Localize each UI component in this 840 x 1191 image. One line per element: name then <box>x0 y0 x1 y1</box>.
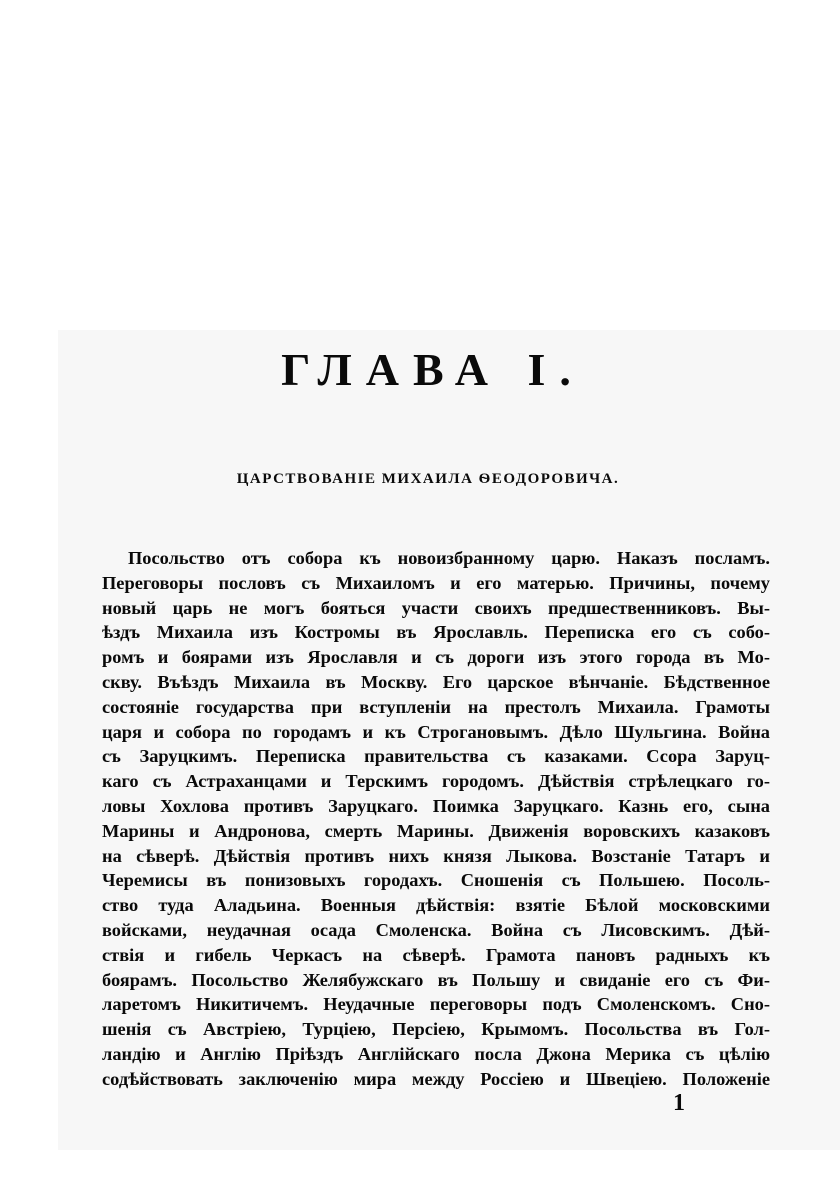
summary-line: Черемисы въ понизовыхъ городахъ. Сношенія съ Польшею. Посоль- <box>102 870 770 891</box>
summary-line: ловы Хохлова противъ Заруцкаго. Поимка Заруцкаго. Казнь его, сына <box>102 795 770 816</box>
summary-line: новый царь не могъ бояться участи своихъ предшественниковъ. Вы- <box>102 597 770 618</box>
summary-line: ѣздъ Михаила изъ Костромы въ Ярославль. Переписка его съ собо- <box>102 622 770 643</box>
summary-line: Марины и Андронова, смерть Марины. Движенія воровскихъ казаковъ <box>102 820 770 841</box>
summary-line: Посольство отъ собора къ новоизбранному царю. Наказъ посламъ. <box>128 548 770 568</box>
summary-line: ромъ и боярами изъ Ярославля и съ дороги изъ этого города въ Мо- <box>102 647 770 668</box>
summary-line: ландію и Англію Пріѣздъ Англійскаго посла Джона Мерика съ цѣлію <box>102 1043 770 1064</box>
summary-line: содѣйствовать заключенію мира между Россіею и Швеціею. Положеніе <box>102 1068 770 1089</box>
page-number: 1 <box>673 1090 685 1116</box>
chapter-summary <box>102 546 770 1092</box>
chapter-subtitle: ЦАРСТВОВАНІЕ МИХАИЛА ѲЕОДОРОВИЧА. <box>236 471 620 487</box>
summary-line: царя и собора по городамъ и къ Строгановымъ. Дѣло Шульгина. Война <box>102 721 770 742</box>
summary-line: ларетомъ Никитичемъ. Неудачные переговоры подъ Смоленскомъ. Сно- <box>102 994 770 1015</box>
summary-line: ство туда Аладьина. Военныя дѣйствія: взятіе Бѣлой московскими <box>102 895 770 916</box>
summary-line: каго съ Астраханцами и Терскимъ городомъ. Дѣйствія стрѣлецкаго го- <box>102 771 770 792</box>
summary-line: ствія и гибель Черкасъ на сѣверѣ. Грамота пановъ радныхъ къ <box>102 944 770 965</box>
summary-line: боярамъ. Посольство Желябужскаго въ Польшу и свиданіе его съ Фи- <box>102 969 770 990</box>
summary-line: шенія съ Австріею, Турціею, Персіею, Крымомъ. Посольства въ Гол- <box>102 1019 770 1040</box>
summary-line: Переговоры пословъ съ Михаиломъ и его матерью. Причины, почему <box>102 572 770 593</box>
summary-line: съ Заруцкимъ. Переписка правительства съ казаками. Ссора Заруц- <box>102 746 770 767</box>
summary-line: состояніе государства при вступленіи на престолъ Михаила. Грамоты <box>102 696 770 717</box>
summary-line: войсками, неудачная осада Смоленска. Война съ Лисовскимъ. Дѣй- <box>102 919 770 940</box>
summary-line: на сѣверѣ. Дѣйствія противъ нихъ князя Лыкова. Возстаніе Татаръ и <box>102 845 770 866</box>
chapter-heading: ГЛАВА I. <box>281 344 585 395</box>
summary-line: скву. Въѣздъ Михаила въ Москву. Его царское вѣнчаніе. Бѣдственное <box>102 671 770 692</box>
